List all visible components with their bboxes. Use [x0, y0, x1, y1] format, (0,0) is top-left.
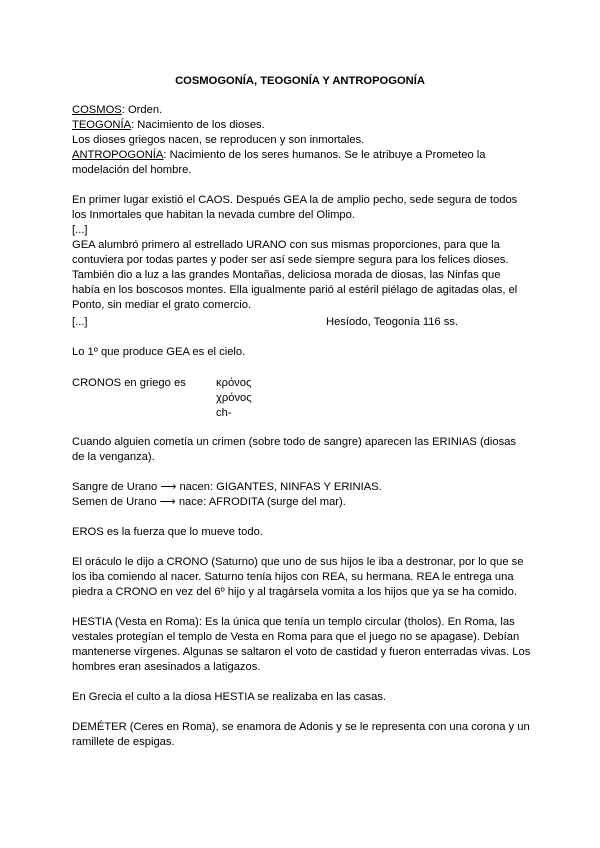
hesiod-quote [72, 193, 532, 313]
crono-paragraph: El oráculo le dijo a CRONO (Saturno) que uno de sus hijos le iba a destronar, por lo que se los iba comiendo al nacer. Saturno tenía hijos con REA, su hermana. REA le entrega una piedra a CRONO en vez del 6º hijo y al tragársela vomita a los hijos que ya se ha comido. [72, 556, 524, 598]
gods-line: Los dioses griegos nacen, se reproducen y son inmortales. [72, 134, 365, 146]
quote-line: También dio a luz a las grandes Montañas, deliciosa morada de diosas, las Ninfas que [72, 269, 501, 281]
antropogonia-definition-cont: modelación del hombre. [72, 164, 192, 176]
quote-line: En primer lugar existió el CAOS. Después GEA la de amplio pecho, sede segura de todos [72, 194, 518, 206]
urano-paragraph [72, 480, 532, 510]
sky-line: Lo 1º que produce GEA es el cielo. [72, 346, 246, 358]
hestia-paragraph: HESTIA (Vesta en Roma): Es la única que tenía un templo circular (tholos). En Roma, las vestales protegían el templo de Vesta en Roma para que el juego no se apagase). Debían mantenerse vírgenes. Algunas se saltaron el voto de castidad y fueron enterradas vivas. Los hombres eran asesinados a latigazos. [72, 616, 531, 673]
antropogonia-definition: ANTROPOGONÍA: Nacimiento de los seres humanos. Se le atribuye a Prometeo la [72, 149, 486, 161]
cosmos-definition: COSMOS: Orden. [72, 104, 163, 116]
definitions-block [72, 103, 532, 178]
document-title: COSMOGONÍA, TEOGONÍA Y ANTROPOGONÍA [175, 75, 425, 87]
urano-blood-line: Sangre de Urano ⟶ nacen: GIGANTES, NINFAS Y ERINIAS. [72, 481, 382, 493]
quote-line: había en los boscosos montes. Ella igualmente parió al estéril piélago de agitadas olas, el [72, 284, 518, 296]
greek-form: κρόνος [216, 377, 252, 389]
demeter-paragraph: DEMÉTER (Ceres en Roma), se enamora de Adonis y se le representa con una corona y un ramillete de espigas. [72, 721, 530, 748]
cosmos-term: COSMOS [72, 104, 122, 116]
greek-form: χρόνος [216, 392, 252, 404]
cronos-greek-forms [216, 376, 252, 421]
teogonia-definition: TEOGONÍA: Nacimiento de los dioses. [72, 119, 265, 131]
quote-line: GEA alumbró primero al estrellado URANO con sus mismas proporciones, para que la [72, 239, 500, 251]
quote-line: los Inmortales que habitan la nevada cumbre del Olimpo. [72, 209, 355, 221]
eros-line: EROS es la fuerza que lo mueve todo. [72, 526, 263, 538]
teogonia-term: TEOGONÍA [72, 119, 132, 131]
quote-line: contuviera por todas partes y poder ser así sede siempre segura para los felices dioses. [72, 254, 509, 266]
urano-semen-line: Semen de Urano ⟶ nace: AFRODITA (surge del mar). [72, 496, 346, 508]
antropogonia-term: ANTROPOGONÍA [72, 149, 164, 161]
quote-line: [...] [72, 224, 88, 236]
quote-line: Ponto, sin mediar el grato comercio. [72, 299, 252, 311]
greek-form: ch- [216, 407, 232, 419]
quote-citation: Hesíodo, Teogonía 116 ss. [326, 316, 459, 328]
erinias-paragraph: Cuando alguien cometía un crimen (sobre todo de sangre) aparecen las ERINIAS (diosas de la venganza). [72, 436, 517, 463]
cronos-label: CRONOS en griego es [72, 377, 186, 389]
grecia-line: En Grecia el culto a la diosa HESTIA se realizaba en las casas. [72, 691, 387, 703]
quote-ellipsis: [...] [72, 316, 88, 328]
